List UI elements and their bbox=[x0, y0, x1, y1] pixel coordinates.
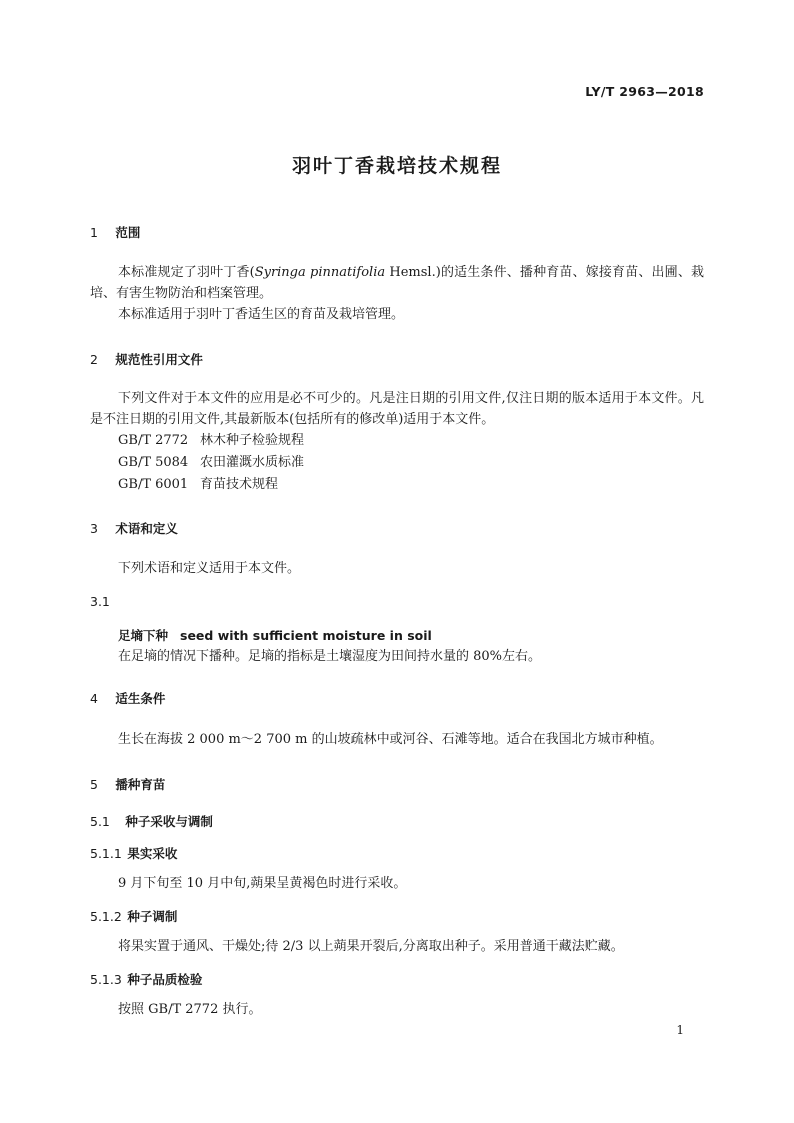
reference-name: 农田灌溉水质标准 bbox=[200, 455, 305, 470]
reference-name: 育苗技术规程 bbox=[200, 477, 279, 492]
section-1-heading bbox=[90, 223, 140, 241]
section-number: 5.1.1 bbox=[90, 846, 122, 861]
scope-text-before: 本标准规定了羽叶丁香( bbox=[118, 265, 255, 280]
section-5-1-3-heading bbox=[90, 970, 202, 988]
section-title: 种子采收与调制 bbox=[125, 814, 213, 829]
document-title: 羽叶丁香栽培技术规程 bbox=[291, 155, 502, 177]
section-title: 种子品质检验 bbox=[127, 972, 203, 987]
section-2-heading bbox=[90, 350, 203, 368]
reference-item bbox=[118, 452, 304, 473]
standard-code: LY/T 2963—2018 bbox=[585, 84, 704, 99]
reference-code: GB/T 2772 bbox=[118, 433, 189, 448]
section-number: 2 bbox=[90, 352, 98, 367]
term-english: seed with sufficient moisture in soil bbox=[180, 628, 432, 643]
reference-code: GB/T 6001 bbox=[118, 477, 189, 492]
term-definition: 在足墒的情况下播种。足墒的指标是土壤湿度为田间持水量的 80%左右。 bbox=[118, 649, 542, 664]
section-5-heading bbox=[90, 775, 165, 793]
section-number: 3.1 bbox=[90, 594, 110, 609]
section-5-1-heading bbox=[90, 812, 213, 830]
seed-quality-paragraph: 按照 GB/T 2772 执行。 bbox=[118, 1002, 262, 1017]
scope-text-after: Hemsl.)的适生条件、播种育苗、嫁接育苗、出圃、栽培、有害生物防治和档案管理。 bbox=[90, 265, 704, 301]
reference-item bbox=[118, 430, 304, 451]
scope-latin-name: Syringa pinnatifolia bbox=[254, 265, 386, 280]
section-3-heading bbox=[90, 519, 178, 537]
section-title: 种子调制 bbox=[127, 909, 178, 924]
fruit-harvest-paragraph: 9 月下旬至 10 月中旬,蒴果呈黄褐色时进行采收。 bbox=[118, 876, 407, 891]
term-chinese: 足墒下种 bbox=[118, 628, 169, 643]
habitat-paragraph: 生长在海拔 2 000 m～2 700 m 的山坡疏林中或河谷、石滩等地。适合在我国北方城市种植。 bbox=[118, 732, 663, 747]
section-title: 果实采收 bbox=[127, 846, 178, 861]
section-title: 播种育苗 bbox=[115, 777, 166, 792]
section-5-1-1-heading bbox=[90, 844, 177, 862]
reference-code: GB/T 5084 bbox=[118, 455, 189, 470]
section-number: 5.1.3 bbox=[90, 972, 122, 987]
section-title: 适生条件 bbox=[115, 691, 166, 706]
scope-paragraph-2: 本标准适用于羽叶丁香适生区的育苗及栽培管理。 bbox=[118, 307, 405, 322]
term-entry bbox=[118, 626, 432, 644]
reference-name: 林木种子检验规程 bbox=[200, 433, 305, 448]
reference-item bbox=[118, 474, 278, 495]
seed-processing-paragraph: 将果实置于通风、干燥处;待 2/3 以上蒴果开裂后,分离取出种子。采用普通干藏法贮藏。 bbox=[118, 939, 624, 954]
section-title: 术语和定义 bbox=[115, 521, 178, 536]
section-number: 5 bbox=[90, 777, 98, 792]
term-3-1-number bbox=[90, 594, 111, 609]
section-number: 1 bbox=[90, 225, 98, 240]
section-number: 3 bbox=[90, 521, 98, 536]
section-title: 规范性引用文件 bbox=[115, 352, 203, 367]
section-5-1-2-heading bbox=[90, 907, 177, 925]
references-intro-paragraph: 下列文件对于本文件的应用是必不可少的。凡是注日期的引用文件,仅注日期的版本适用于本文件。凡是不注日期的引用文件,其最新版本(包括所有的修改单)适用于本文件。 bbox=[90, 391, 704, 427]
terms-intro-paragraph: 下列术语和定义适用于本文件。 bbox=[118, 561, 301, 576]
section-title: 范围 bbox=[115, 225, 141, 240]
page-number: 1 bbox=[676, 1023, 684, 1037]
section-number: 4 bbox=[90, 691, 98, 706]
section-number: 5.1.2 bbox=[90, 909, 122, 924]
section-4-heading bbox=[90, 689, 165, 707]
scope-paragraph-1 bbox=[90, 262, 704, 304]
section-number: 5.1 bbox=[90, 814, 110, 829]
